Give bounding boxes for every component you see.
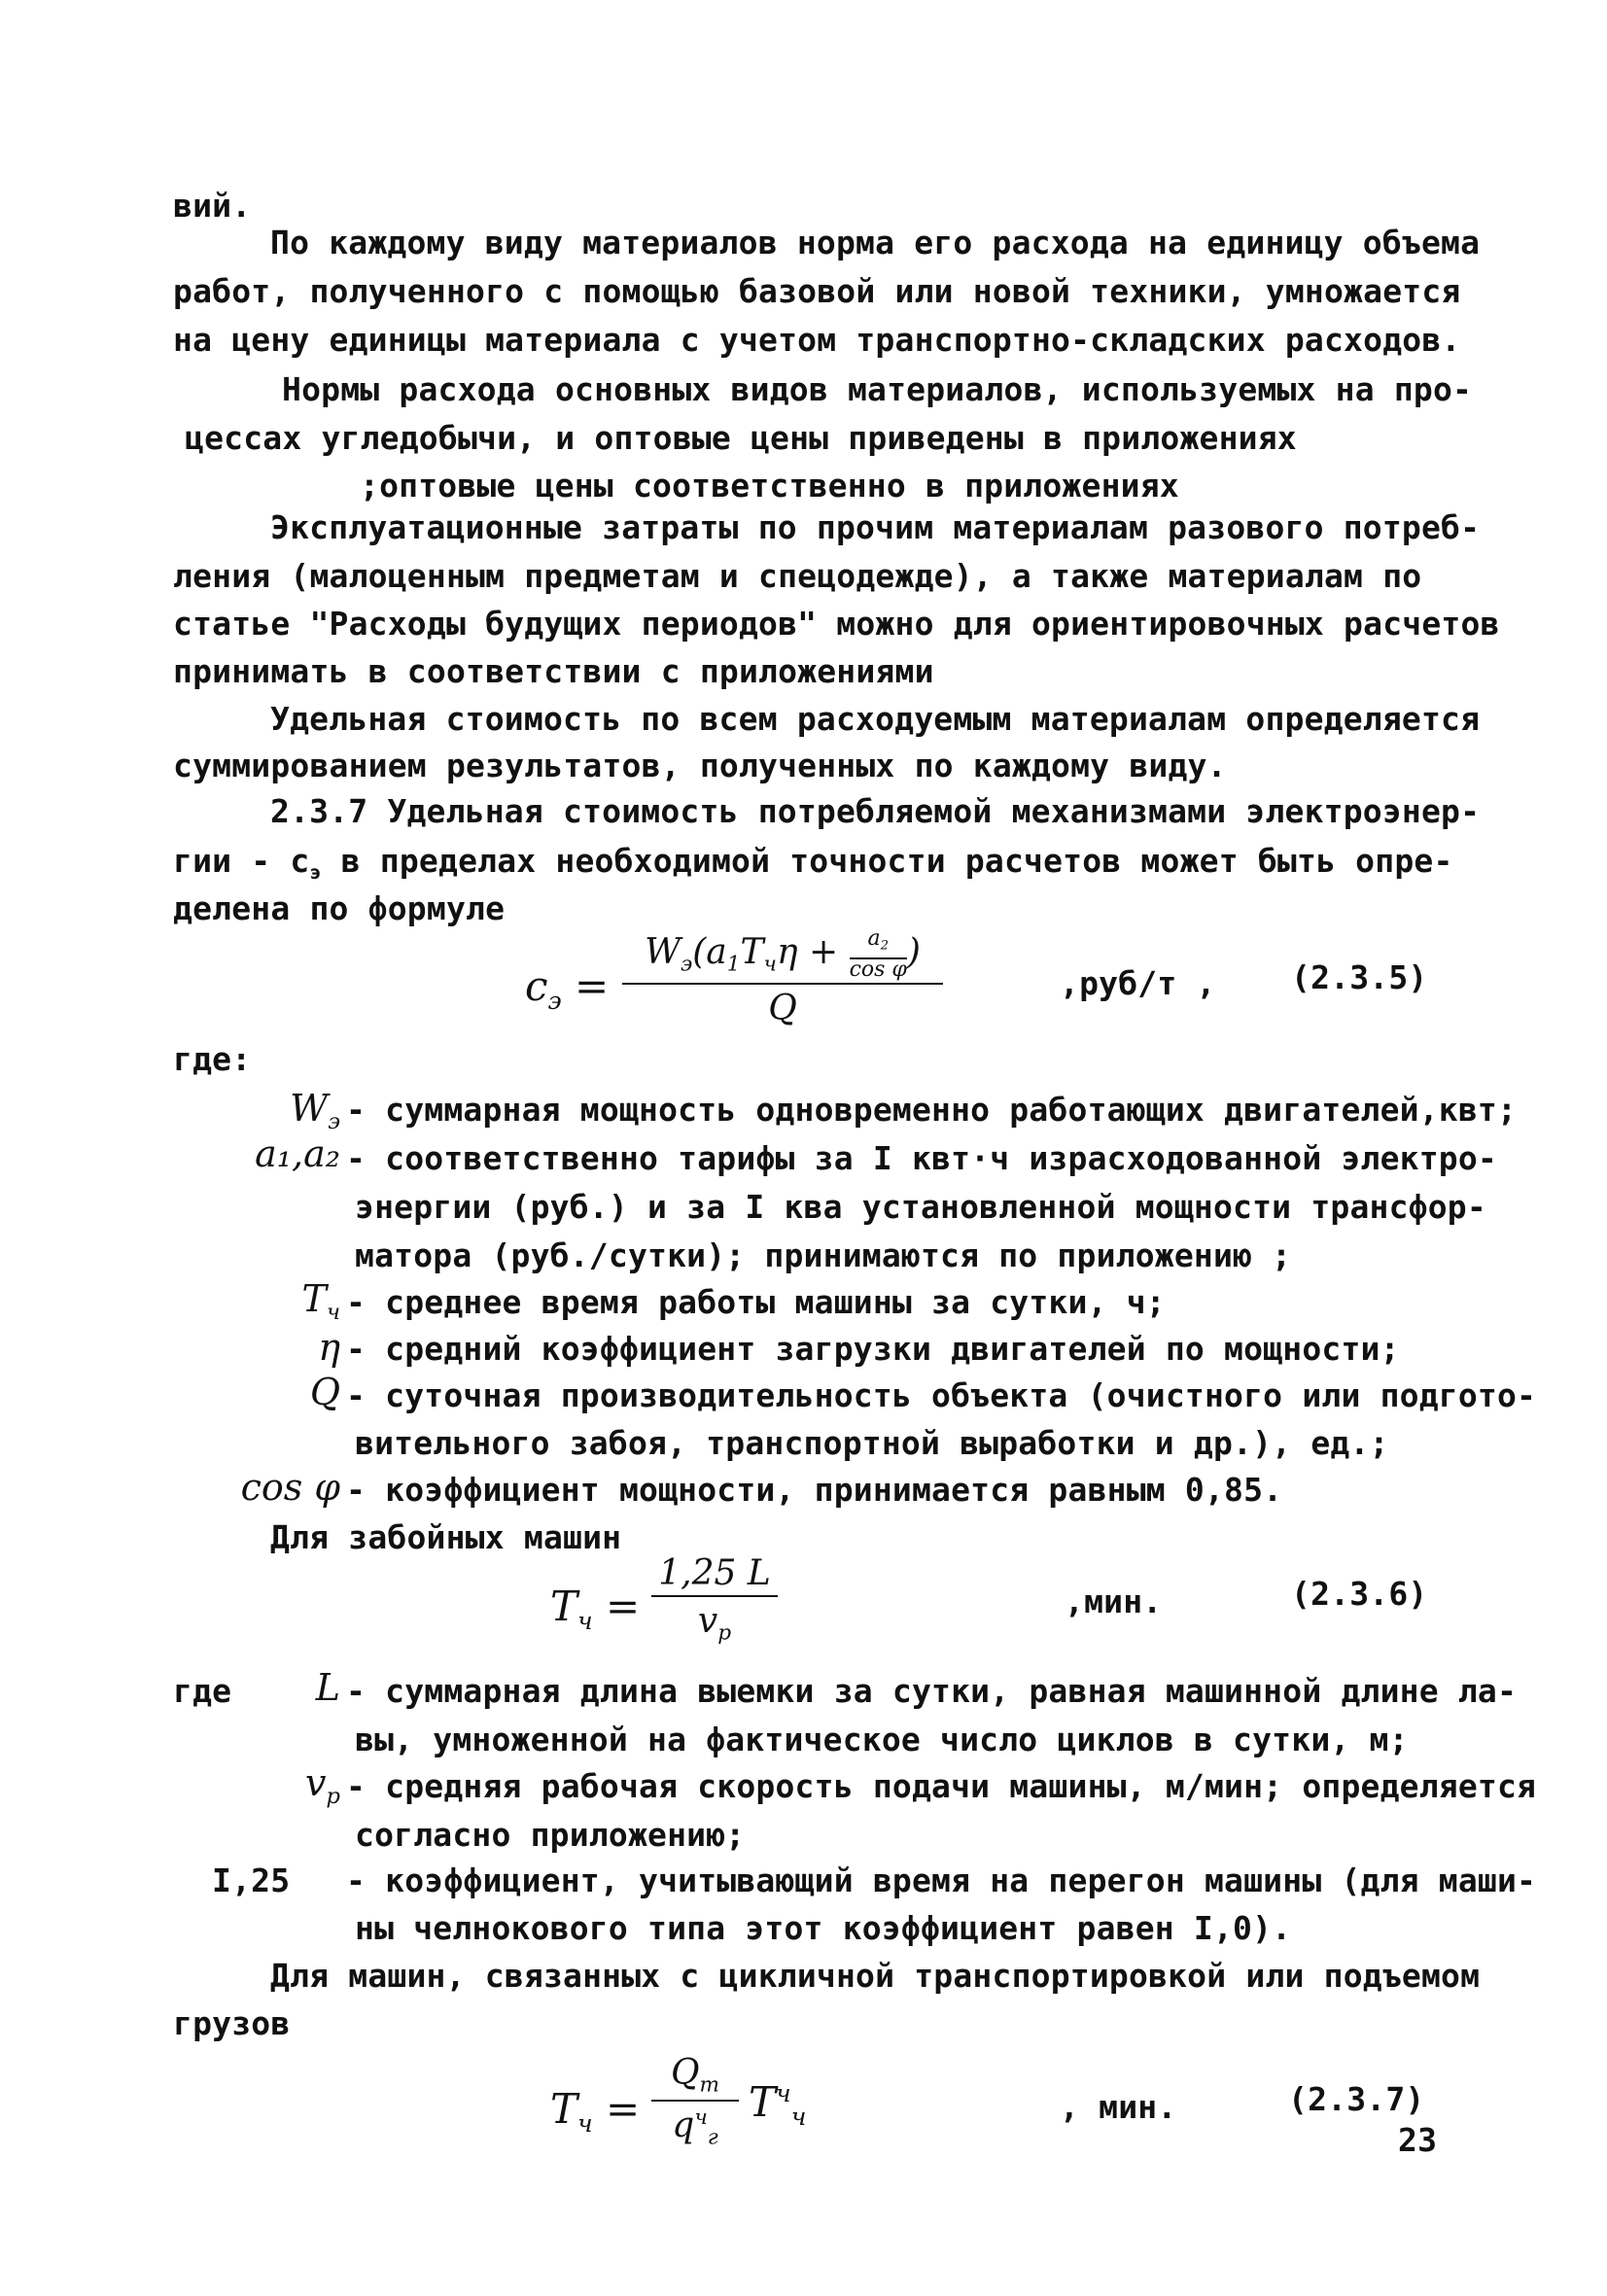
- def-text: - средний коэффициент загрузки двигателей по мощности;: [346, 1330, 1400, 1368]
- def-symbol: cos φ: [240, 1466, 340, 1509]
- formula-number: (2.3.5): [1291, 958, 1428, 996]
- symbol: W: [645, 931, 681, 972]
- def-text: - коэффициент мощности, принимается равным 0,85.: [346, 1471, 1283, 1509]
- symbol: ): [906, 931, 921, 972]
- text-line: принимать в соответствии с приложениями: [173, 652, 934, 690]
- symbol: v: [697, 1601, 718, 1641]
- subscript: 2: [880, 938, 889, 954]
- subscript: р: [326, 1783, 340, 1809]
- text-line: работ, полученного с помощью базовой или новой техники, умножается: [173, 272, 1461, 310]
- text-line: вий.: [173, 187, 252, 225]
- def-symbol: L: [315, 1666, 340, 1709]
- def-text: вы, умноженной на фактическое число циклов в сутки, м;: [355, 1721, 1409, 1758]
- fraction: [622, 928, 943, 1028]
- def-text: - соответственно тарифы за I квт·ч израсходованной электро-: [346, 1139, 1497, 1177]
- def-symbol: [243, 1761, 340, 1809]
- subscript: т: [699, 2072, 719, 2098]
- symbol: T: [550, 2085, 578, 2133]
- text-line: суммированием результатов, полученных по каждому виду.: [173, 747, 1227, 784]
- def-text: матора (руб./сутки); принимаются по приложению ;: [355, 1236, 1292, 1274]
- symbol: v: [304, 1761, 327, 1804]
- subscript: э: [328, 1108, 340, 1134]
- fraction: [651, 1553, 778, 1646]
- text-line: Для забойных машин: [270, 1518, 622, 1556]
- text-line: Удельная стоимость по всем расходуемым материалам определяется: [270, 700, 1481, 738]
- text-span: гии - с: [173, 842, 310, 880]
- text-line: ления (малоценным предметам и спецодежде), а также материалам по: [173, 557, 1422, 595]
- def-text: - суточная производительность объекта (очистного или подгото-: [346, 1376, 1537, 1414]
- symbol: (a: [692, 931, 727, 972]
- text-line: делена по формуле: [173, 889, 506, 927]
- inner-fraction: [850, 928, 907, 981]
- symbol: q: [672, 2105, 695, 2145]
- def-text: - суммарная длина выемки за сутки, равная машинной длине ла-: [346, 1672, 1518, 1710]
- symbol: a: [867, 926, 881, 951]
- where-label: где:: [173, 1040, 252, 1078]
- symbol: T: [740, 931, 764, 972]
- def-text: - суммарная мощность одновременно работающих двигателей,квт;: [346, 1091, 1518, 1129]
- fraction-bar: [651, 1595, 778, 1597]
- page-number: 23: [1398, 2121, 1438, 2159]
- text-line: 2.3.7 Удельная стоимость потребляемой механизмами электроэнер-: [270, 792, 1481, 830]
- def-text: - средняя рабочая скорость подачи машины, м/мин; определяется: [346, 1767, 1537, 1805]
- formula-multiplier: [749, 2078, 806, 2131]
- subscript: ч: [763, 952, 777, 977]
- def-symbol: Q: [309, 1371, 340, 1413]
- subscript: э: [547, 986, 562, 1015]
- def-text: согласно приложению;: [355, 1816, 746, 1854]
- subscript: э: [681, 952, 693, 977]
- def-symbol: I,25: [212, 1861, 291, 1899]
- fraction-bar: [622, 983, 943, 985]
- formula-lhs: $T_ч$ =: [550, 1583, 641, 1635]
- def-text: вительного забоя, транспортной выработки и др.), ед.;: [355, 1424, 1389, 1462]
- symbol: T: [550, 1583, 578, 1630]
- symbol: T: [749, 2078, 777, 2126]
- fraction: [651, 2053, 739, 2149]
- where-label: где: [173, 1672, 232, 1710]
- fraction-numerator: 1,25 L: [658, 1553, 771, 1593]
- def-text: ны челнокового типа этот коэффициент равен I,0).: [355, 1909, 1292, 1947]
- text-line: статье "Расходы будущих периодов" можно для ориентировочных расчетов: [173, 605, 1500, 643]
- formula-unit: ,руб/т ,: [1060, 964, 1216, 1002]
- text-span: в пределах необходимой точности расчетов может быть опре-: [321, 842, 1453, 880]
- text-line: грузов: [173, 2004, 291, 2042]
- def-text: энергии (руб.) и за I ква установленной мощности трансфор-: [355, 1188, 1486, 1226]
- def-symbol: [146, 1087, 340, 1134]
- text-line: ;оптовые цены соответственно в приложениях: [360, 467, 1179, 504]
- subscript: р: [717, 1620, 732, 1646]
- text-line: [173, 842, 1453, 884]
- formula-number: (2.3.6): [1291, 1575, 1428, 1613]
- def-text: - коэффициент, учитывающий время на перегон машины (для маши-: [346, 1861, 1537, 1899]
- text-line: Для машин, связанных с цикличной транспортировкой или подъемом: [270, 1957, 1481, 1995]
- fraction-denominator: [651, 2105, 739, 2150]
- subscript: ч: [577, 1606, 593, 1635]
- text-line: Эксплуатационные затраты по прочим материалам разового потреб-: [270, 508, 1481, 546]
- inner-numerator: [850, 928, 907, 957]
- formula-lhs: $T_ч$ =: [550, 2085, 641, 2138]
- text-line: цессах угледобычи, и оптовые цены приведены в приложениях: [185, 419, 1297, 457]
- def-symbol: η: [318, 1326, 340, 1369]
- fraction-numerator: [651, 2053, 739, 2098]
- inner-denominator: cos φ: [849, 957, 907, 982]
- subscript: ч: [790, 2102, 807, 2131]
- formula-number: (2.3.7): [1288, 2080, 1425, 2118]
- symbol: W: [290, 1087, 329, 1130]
- fraction-numerator: [622, 928, 943, 981]
- subscript: ч: [577, 2108, 593, 2138]
- formula-unit: , мин.: [1060, 2088, 1177, 2126]
- formula-lhs: $с_э$ =: [525, 962, 610, 1015]
- text-line: По каждому виду материалов норма его расхода на единицу объема: [270, 224, 1481, 261]
- text-line: на цену единицы материала с учетом транспортно-складских расходов.: [173, 321, 1461, 359]
- subscript: ч: [326, 1299, 340, 1325]
- superscript: ч: [776, 2078, 791, 2107]
- subscript: э: [309, 860, 322, 884]
- symbol: с: [525, 962, 548, 1010]
- symbol: η +: [776, 931, 850, 972]
- def-text: - среднее время работы машины за сутки, ч;: [346, 1283, 1166, 1321]
- def-symbol: [146, 1277, 340, 1325]
- formula-unit: ,мин.: [1065, 1583, 1163, 1620]
- text-line: Нормы расхода основных видов материалов, используемых на про-: [282, 370, 1473, 408]
- superscript: ч: [694, 2105, 708, 2130]
- fraction-bar: [651, 2100, 739, 2102]
- subscript: 1: [726, 952, 741, 977]
- symbol: Q: [671, 2053, 700, 2093]
- def-symbol: a₁,a₂: [255, 1132, 340, 1175]
- subscript: г: [707, 2125, 718, 2150]
- fraction-denominator: Q: [768, 988, 797, 1028]
- fraction-denominator: [651, 1601, 778, 1646]
- symbol: T: [301, 1277, 327, 1320]
